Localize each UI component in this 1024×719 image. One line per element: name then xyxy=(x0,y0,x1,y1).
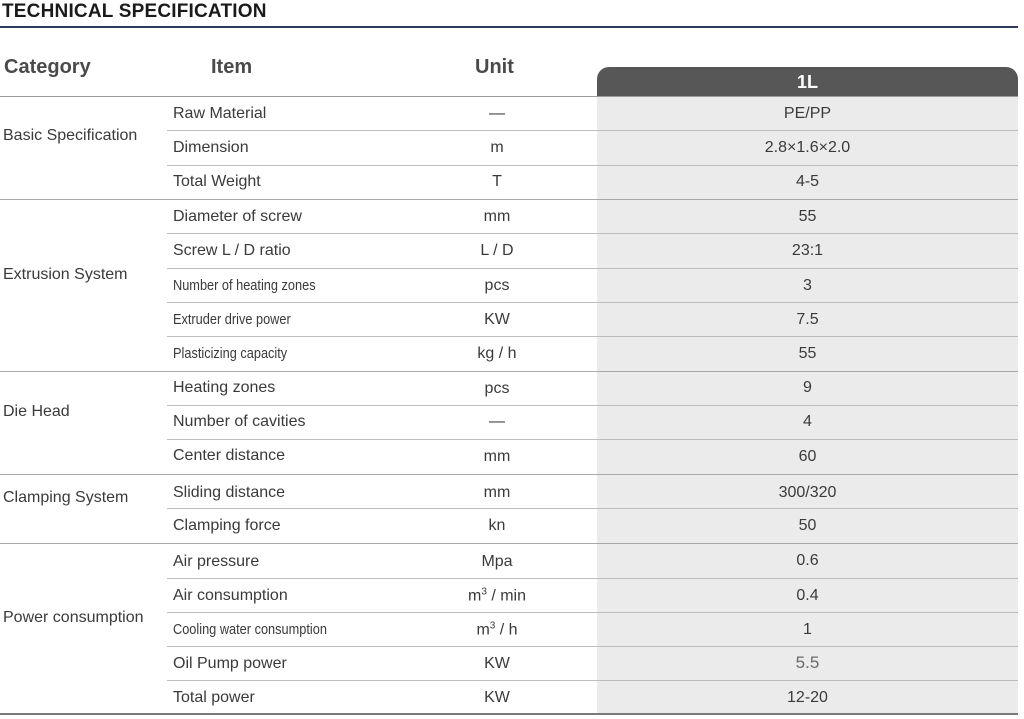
group-divider xyxy=(0,371,1018,372)
unit-cell: kg / h xyxy=(477,345,517,362)
item-clamping-force: Clamping force xyxy=(173,517,281,534)
value-cell: 1 xyxy=(803,621,812,638)
model-tab-1l: 1L xyxy=(597,67,1018,98)
value-cell: 2.8×1.6×2.0 xyxy=(764,139,851,156)
item-screw-ld-ratio: Screw L / D ratio xyxy=(173,242,291,259)
unit-base: m xyxy=(467,587,482,605)
item-dimension: Dimension xyxy=(173,139,249,156)
row-divider xyxy=(167,439,1018,440)
row-divider xyxy=(167,680,1018,681)
value-cell: 12-20 xyxy=(787,689,828,706)
row-divider xyxy=(167,578,1018,579)
category-power-consumption: Power consumption xyxy=(3,609,144,626)
group-divider xyxy=(0,543,1018,544)
header-item: Item xyxy=(211,56,253,78)
value-cell: 60 xyxy=(798,448,817,465)
unit-cell: Mpa xyxy=(481,553,513,570)
item-center-distance: Center distance xyxy=(173,447,286,464)
row-divider xyxy=(167,612,1018,613)
unit-rest: / h xyxy=(495,621,518,639)
category-die-head: Die Head xyxy=(3,403,70,420)
row-divider xyxy=(167,302,1018,303)
unit-cell: mm xyxy=(483,208,511,225)
item-sliding-distance: Sliding distance xyxy=(173,484,286,501)
row-divider xyxy=(167,508,1018,509)
item-oil-pump-power: Oil Pump power xyxy=(173,655,287,672)
value-cell: 9 xyxy=(803,379,812,396)
row-divider xyxy=(167,165,1018,166)
value-cell: 0.6 xyxy=(796,552,819,569)
header-unit: Unit xyxy=(475,56,514,78)
row-divider xyxy=(167,646,1018,647)
value-cell: 23:1 xyxy=(791,242,824,259)
row-divider xyxy=(167,405,1018,406)
category-basic-specification: Basic Specification xyxy=(3,127,138,144)
unit-cell: mm xyxy=(483,448,511,465)
unit-cell: m xyxy=(490,139,504,156)
value-cell: 4 xyxy=(803,413,812,430)
header-category: Category xyxy=(4,56,91,78)
value-cell: 300/320 xyxy=(778,484,837,501)
unit-cell: T xyxy=(492,173,502,190)
value-cell: 50 xyxy=(798,517,817,534)
item-heating-zones: Heating zones xyxy=(173,379,276,396)
item-plasticizing-capacity: Plasticizing capacity xyxy=(173,346,288,362)
unit-base: m xyxy=(476,621,490,639)
item-air-pressure: Air pressure xyxy=(173,553,260,570)
item-extruder-drive-power: Extruder drive power xyxy=(173,312,291,328)
unit-cell: pcs xyxy=(484,277,510,294)
category-extrusion-system: Extrusion System xyxy=(3,266,128,283)
spec-title: TECHNICAL SPECIFICATION xyxy=(2,1,267,22)
item-diameter-of-screw: Diameter of screw xyxy=(173,208,302,225)
unit-cell: KW xyxy=(484,311,510,328)
unit-cell: L / D xyxy=(480,242,514,259)
unit-superscript: 3 xyxy=(489,620,496,632)
item-total-weight: Total Weight xyxy=(173,173,261,190)
value-cell: 4-5 xyxy=(795,173,820,190)
unit-cell: KW xyxy=(484,655,510,672)
value-cell: 5.5 xyxy=(795,653,820,672)
value-cell: 55 xyxy=(798,345,817,362)
unit-cell: pcs xyxy=(484,380,510,397)
unit-cell: KW xyxy=(484,689,510,706)
header-rule xyxy=(0,96,1018,97)
value-cell: PE/PP xyxy=(783,105,832,122)
unit-cell: — xyxy=(489,413,505,430)
unit-cell: mm xyxy=(483,484,511,501)
row-divider xyxy=(167,268,1018,269)
row-divider xyxy=(167,233,1018,234)
unit-superscript: 3 xyxy=(481,586,487,598)
item-air-consumption: Air consumption xyxy=(173,587,288,604)
row-divider xyxy=(167,130,1018,131)
unit-cell: kn xyxy=(488,517,506,534)
unit-cell xyxy=(397,587,597,606)
item-raw-material: Raw Material xyxy=(173,105,267,122)
category-clamping-system: Clamping System xyxy=(3,489,129,506)
unit-cell: — xyxy=(489,105,505,122)
value-cell: 3 xyxy=(803,277,812,294)
item-total-power: Total power xyxy=(173,689,255,706)
unit-rest: / min xyxy=(486,587,526,605)
row-divider xyxy=(167,336,1018,337)
unit-cell xyxy=(397,621,597,640)
value-cell: 7.5 xyxy=(796,311,819,328)
value-cell: 0.4 xyxy=(796,587,819,604)
item-number-of-heating-zones: Number of heating zones xyxy=(173,278,316,294)
title-rule xyxy=(0,26,1018,28)
group-divider xyxy=(0,199,1018,200)
group-divider xyxy=(0,474,1018,475)
item-number-of-cavities: Number of cavities xyxy=(173,413,306,430)
value-cell: 55 xyxy=(798,208,817,225)
item-cooling-water-consumption: Cooling water consumption xyxy=(173,622,327,638)
bottom-rule xyxy=(0,713,1018,715)
